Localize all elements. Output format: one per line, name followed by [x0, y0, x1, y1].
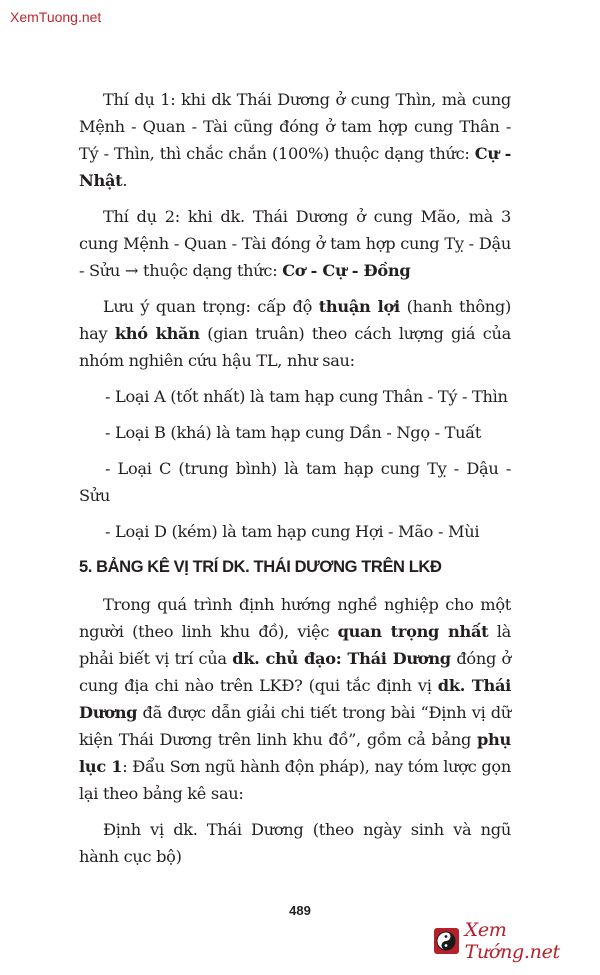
bold-text: phụ lục 1 [79, 730, 511, 776]
paragraph-example-1 [79, 86, 511, 194]
list-item: - Loại C (trung bình) là tam hạp cung Tỵ - Dậu - Sửu [79, 459, 511, 505]
logo-text: Xem Tướng.net [464, 919, 560, 963]
bold-text: dk. chủ đạo: Thái Dương [232, 649, 451, 668]
site-logo[interactable] [434, 919, 600, 963]
paragraph-example-2 [79, 203, 511, 284]
bold-text: quan trọng nhất [337, 622, 489, 641]
text: là phải biết vị trí của [79, 622, 512, 668]
text: (gian truân) theo cách lượng giá của nhóm nghiên cứu hậu TL, như sau: [79, 324, 512, 370]
page-number: 489 [289, 903, 311, 918]
list-item: - Loại D (kém) là tam hạp cung Hợi - Mão - Mùi [105, 522, 480, 541]
bold-text: khó khăn [114, 324, 200, 343]
text: Trong quá trình định hướng nghề nghiệp cho một người (theo linh khu đồ), việc [79, 595, 511, 641]
site-link[interactable]: XemTuong.net [10, 9, 102, 25]
list-item: - Loại A (tốt nhất) là tam hạp cung Thân - Tý - Thìn [105, 387, 508, 406]
text: (hanh thông) hay [79, 297, 511, 343]
bold-text: dk. Thái Dương [79, 676, 512, 722]
text: : Đẩu Sơn ngũ hành độn pháp), nay tóm lược gọn lại theo bảng kê sau: [79, 757, 511, 803]
bold-text: Cự - Nhật [79, 144, 511, 190]
paragraph-note [79, 293, 511, 374]
text: . [122, 171, 128, 190]
bold-text: thuận lợi [318, 297, 400, 316]
paragraph-section-body [79, 591, 511, 807]
section-heading: 5. BẢNG KÊ VỊ TRÍ DK. THÁI DƯƠNG TRÊN LKĐ [79, 558, 442, 576]
yin-yang-icon [434, 928, 459, 954]
text: Thí dụ 2: khi dk. Thái Dương ở cung Mão, mà 3 cung Mệnh - Quan - Tài đóng ở tam hợp cung Tỵ - Dậu - Sửu → thuộc dạng thức: [79, 207, 511, 280]
text: Lưu ý quan trọng: cấp độ [103, 297, 319, 316]
list-item: - Loại B (khá) là tam hạp cung Dần - Ngọ - Tuất [105, 423, 482, 442]
text: đã được dẫn giải chi tiết trong bài “Định vị dữ kiện Thái Dương trên linh khu đồ”, gồm cả bảng [79, 703, 511, 749]
bold-text: Cơ - Cự - Đồng [282, 261, 411, 280]
page-content [79, 86, 511, 879]
text: Thí dụ 1: khi dk Thái Dương ở cung Thìn, mà cung Mệnh - Quan - Tài cũng đóng ở tam hợp cung Thân - Tý - Thìn, thì chắc chắn (100%) thuộc dạng thức: [79, 90, 511, 163]
paragraph-last: Định vị dk. Thái Dương (theo ngày sinh và ngũ hành cục bộ) [79, 820, 511, 866]
text: đóng ở cung địa chi nào trên LKĐ? (qui tắc định vị [79, 649, 512, 695]
